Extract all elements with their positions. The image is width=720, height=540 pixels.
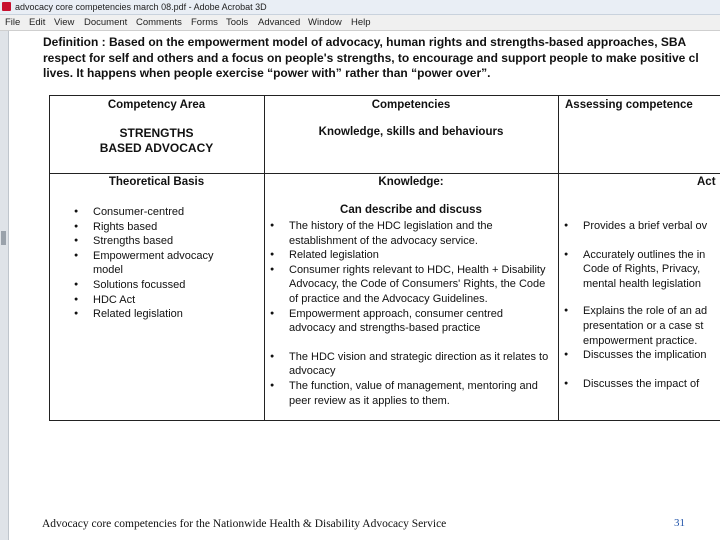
page-number: 31: [674, 517, 685, 529]
window-title: advocacy core competencies march 08.pdf - Adobe Acrobat 3D: [15, 2, 267, 12]
area-strengths: STRENGTHS: [119, 126, 194, 140]
list-item: ● HDC Act: [71, 293, 246, 308]
competencies-description: Knowledge, skills and behaviours: [318, 126, 504, 138]
list-item: ● Strengths based: [71, 234, 246, 249]
list-item: ● Solutions focussed: [71, 278, 246, 293]
menu-help[interactable]: Help: [351, 17, 371, 28]
list-item: ● The function, value of management, mentoring and peer review as it applies to them.: [267, 379, 549, 408]
menu-edit[interactable]: Edit: [29, 17, 46, 28]
document-page: [9, 31, 720, 540]
table-border: [49, 420, 720, 421]
menu-bar: [0, 15, 720, 31]
list-item: ● Explains the role of an ad presentation or a case st empowerment practice.: [561, 304, 711, 348]
menu-window[interactable]: Window: [308, 17, 342, 28]
definition-line: Definition : Based on the empowerment model of advocacy, human rights and strengths-based approaches, SBA: [43, 35, 687, 49]
pane-toggle-handle[interactable]: [1, 231, 6, 245]
competency-table: [49, 95, 720, 421]
menu-file[interactable]: File: [5, 17, 21, 28]
theory-list: [71, 205, 246, 322]
list-item: ● Discusses the implication: [561, 348, 711, 363]
list-item: ● Related legislation: [71, 307, 246, 322]
navigation-pane-strip[interactable]: [0, 31, 9, 540]
can-describe-subheading: Can describe and discuss: [340, 204, 482, 216]
knowledge-list: [267, 219, 549, 408]
table-border: [264, 95, 265, 421]
menu-view[interactable]: View: [54, 17, 75, 28]
list-item: ● Related legislation: [267, 248, 549, 263]
area-based-advocacy: BASED ADVOCACY: [99, 141, 214, 155]
menu-document[interactable]: Document: [84, 17, 128, 28]
header-assessing-competence: Assessing competence: [565, 99, 693, 111]
activity-heading: Act: [697, 176, 716, 188]
assessing-list: [561, 219, 711, 391]
window-titlebar: [0, 0, 720, 15]
table-border: [49, 173, 720, 174]
knowledge-heading: Knowledge:: [378, 176, 444, 188]
acrobat-app-icon: [2, 2, 11, 11]
menu-comments[interactable]: Comments: [136, 17, 182, 28]
header-competencies: Competencies: [371, 99, 451, 111]
menu-advanced[interactable]: Advanced: [258, 17, 301, 28]
list-item: ● Consumer rights relevant to HDC, Health + Disability Advocacy, the Code of Consumers' Rights, the Code of practice and the Advocacy Guidelines.: [267, 263, 549, 307]
list-item: ● Accurately outlines the in Code of Rights, Privacy, mental health legislation: [561, 248, 711, 292]
list-item: ● The history of the HDC legislation and the establishment of the advocacy service.: [267, 219, 549, 248]
list-item: ● Provides a brief verbal ov: [561, 219, 711, 234]
table-border: [558, 95, 559, 421]
list-item: ● Empowerment approach, consumer centred advocacy and strengths-based practice: [267, 307, 549, 336]
definition-line: lives. It happens when people exercise “power with” rather than “power over”.: [43, 66, 491, 80]
definition-paragraph: [43, 35, 720, 82]
menu-tools[interactable]: Tools: [226, 17, 249, 28]
definition-line: respect for self and others and a focus on people's strengths, to encourage and support people to make positive cl: [43, 50, 699, 65]
table-border: [49, 95, 720, 96]
list-item: ● Discusses the impact of: [561, 377, 711, 392]
list-item: ● The HDC vision and strategic direction as it relates to advocacy: [267, 350, 549, 379]
menu-forms[interactable]: Forms: [191, 17, 218, 28]
theoretical-basis-heading: Theoretical Basis: [108, 176, 205, 188]
list-item: ● Consumer-centred: [71, 205, 246, 220]
list-item: ● Empowerment advocacy model: [71, 249, 246, 278]
page-footer: Advocacy core competencies for the Nationwide Health & Disability Advocacy Service: [42, 518, 447, 530]
list-item: ● Rights based: [71, 220, 246, 235]
header-competency-area: Competency Area: [107, 99, 206, 111]
